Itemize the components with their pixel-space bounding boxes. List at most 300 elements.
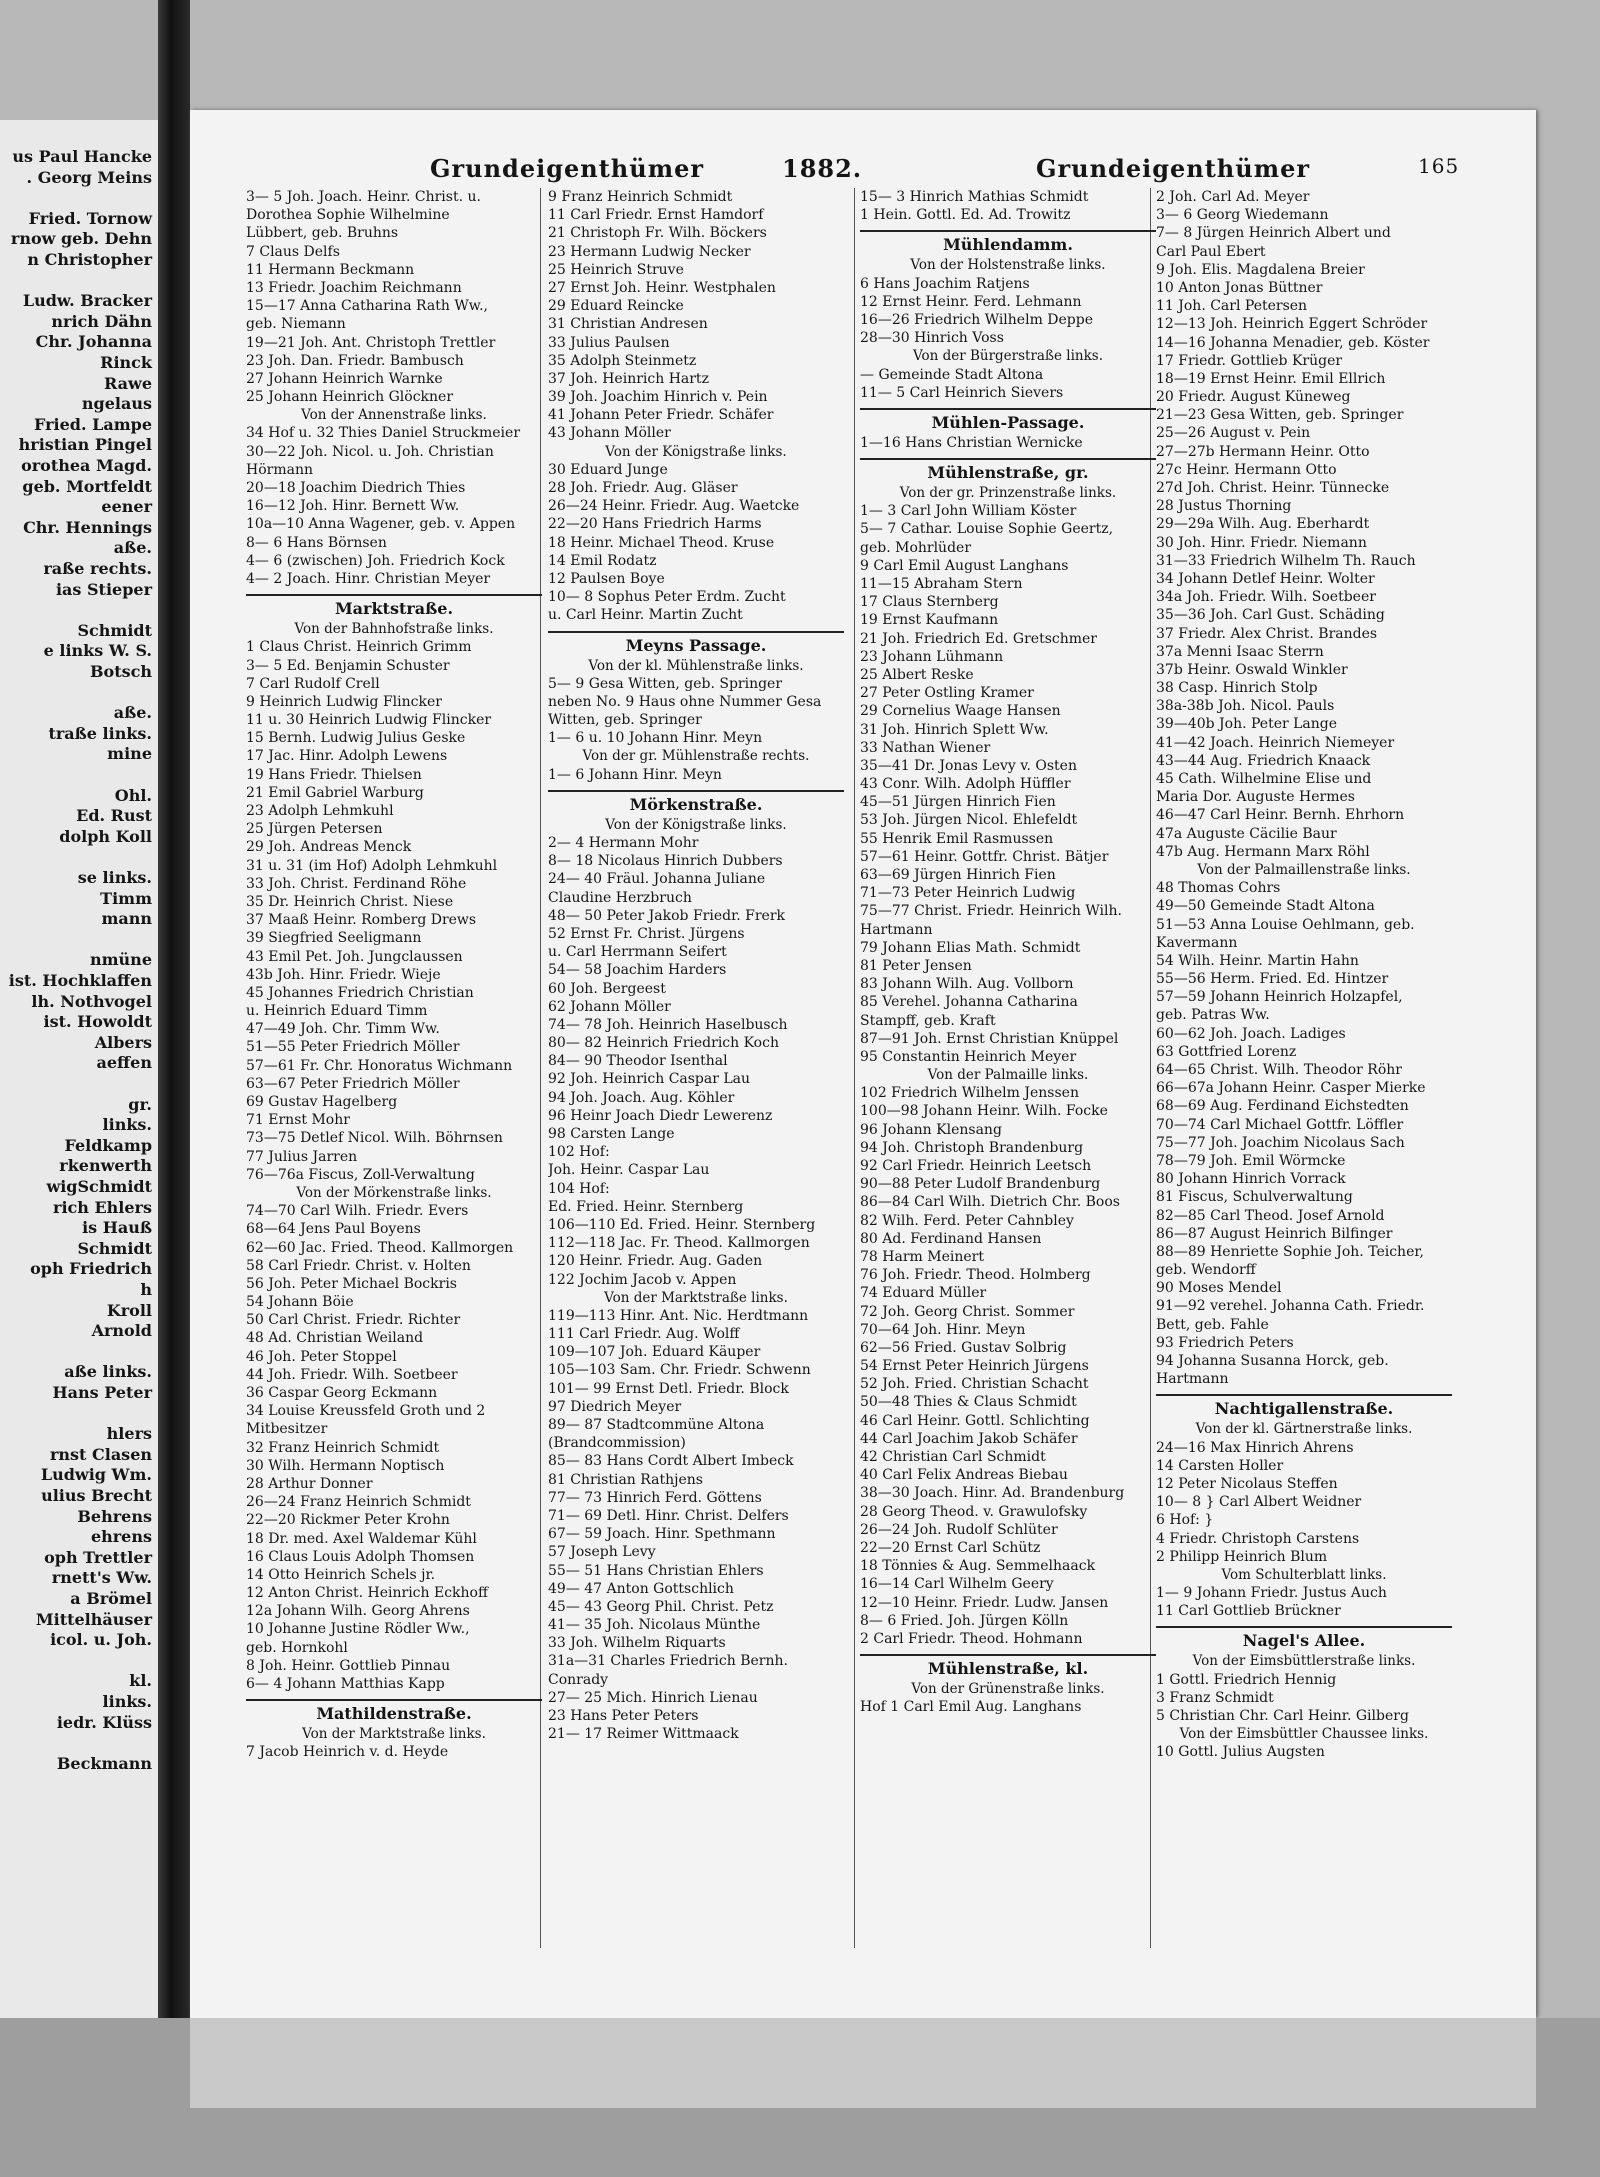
entry-line: 78—79 Joh. Emil Wörmcke <box>1156 1152 1346 1169</box>
entry-line: 38—30 Joach. Hinr. Ad. Brandenburg <box>860 1485 1125 1502</box>
entry-line: 16—14 Carl Wilhelm Geery <box>860 1576 1054 1593</box>
entry-line: 20 Friedr. August Küneweg <box>1156 389 1351 406</box>
header-year: 1882. <box>782 154 863 183</box>
left-page-fragment: Ohl. <box>114 785 152 805</box>
entry-line: 9 Carl Emil August Langhans <box>860 557 1069 574</box>
left-page-fragment: raße rechts. <box>43 559 152 578</box>
entry-line: 28 Georg Theod. v. Grawulofsky <box>860 1503 1088 1520</box>
street-heading: Mühlendamm. <box>943 235 1073 255</box>
left-page-fragment: Behrens <box>77 1506 152 1526</box>
left-page-fragment: ehrens <box>90 1527 152 1547</box>
entry-line: 18 Dr. med. Axel Waldemar Kühl <box>246 1530 477 1547</box>
left-page-fragment: oph Friedrich <box>30 1259 152 1279</box>
entry-line: 106—110 Ed. Fried. Heinr. Sternberg <box>548 1216 816 1233</box>
column-divider <box>854 188 855 1948</box>
entry-line: 12—13 Joh. Heinrich Eggert Schröder <box>1156 316 1428 333</box>
entry-line: 78 Harm Meinert <box>860 1248 984 1265</box>
entry-line: 45 Johannes Friedrich Christian <box>246 984 474 1001</box>
direction-note: Von der Bürgerstraße links. <box>912 348 1104 365</box>
entry-line: 37 Maaß Heinr. Romberg Drews <box>246 912 477 929</box>
left-page-fragment: mann <box>101 909 152 929</box>
entry-line: 111 Carl Friedr. Aug. Wolff <box>548 1326 740 1343</box>
entry-line: 86—84 Carl Wilh. Dietrich Chr. Boos <box>860 1194 1120 1211</box>
entry-line: 54 Wilh. Heinr. Martin Hahn <box>1156 952 1359 969</box>
direction-note: Von der Eimsbüttler Chaussee links. <box>1179 1726 1429 1743</box>
entry-line: 11 u. 30 Heinrich Ludwig Flincker <box>246 712 492 729</box>
entry-line: 46—47 Carl Heinr. Bernh. Ehrhorn <box>1156 807 1405 824</box>
entry-line: 10 Johanne Justine Rödler Ww., <box>246 1621 470 1638</box>
entry-line: 18 Heinr. Michael Theod. Kruse <box>548 534 775 551</box>
entry-line: 104 Hof: <box>548 1180 610 1197</box>
entry-line: 70—74 Carl Michael Gottfr. Löffler <box>1156 1116 1404 1133</box>
entry-line: 30 Wilh. Hermann Noptisch <box>246 1457 445 1474</box>
entry-line: 14 Otto Heinrich Schels jr. <box>246 1566 436 1583</box>
entry-line: 34a Joh. Friedr. Wilh. Soetbeer <box>1156 589 1376 606</box>
entry-line: 44 Joh. Friedr. Wilh. Soetbeer <box>246 1366 458 1383</box>
entry-line: 12 Ernst Heinr. Ferd. Lehmann <box>860 293 1082 310</box>
entry-line: Maria Dor. Auguste Hermes <box>1156 789 1355 806</box>
entry-line: 14 Carsten Holler <box>1156 1457 1284 1474</box>
left-page-fragment: lh. Nothvogel <box>31 991 152 1011</box>
entry-line: 68—69 Aug. Ferdinand Eichstedten <box>1156 1098 1409 1115</box>
left-page-fragment: Albers <box>94 1032 152 1052</box>
entry-line: 1 Gottl. Friedrich Hennig <box>1156 1671 1337 1688</box>
entry-line: Joh. Heinr. Caspar Lau <box>548 1162 710 1179</box>
left-page-fragment: ngelaus <box>81 394 152 414</box>
entry-line: 85— 83 Hans Cordt Albert Imbeck <box>548 1453 794 1470</box>
page-number: 165 <box>1418 154 1460 178</box>
entry-line: 85 Verehel. Johanna Catharina <box>860 994 1078 1011</box>
entry-line: 66—67a Johann Heinr. Casper Mierke <box>1156 1080 1426 1097</box>
section-rule <box>246 1693 542 1701</box>
direction-note: Von der Marktstraße links. <box>302 1726 486 1743</box>
left-page-fragment: aße. <box>113 703 152 723</box>
left-page-fragment: rnst Clasen <box>49 1444 152 1464</box>
entry-line: 81 Peter Jensen <box>860 957 972 974</box>
left-page-fragment: Chr. Johanna <box>35 332 152 352</box>
entry-line: 41— 35 Joh. Nicolaus Münthe <box>548 1617 761 1634</box>
entry-line: 49—50 Gemeinde Stadt Altona <box>1156 898 1375 915</box>
entry-line: 3— 5 Ed. Benjamin Schuster <box>246 657 450 674</box>
entry-line: 84— 90 Theodor Isenthal <box>548 1053 728 1070</box>
entry-line: 25 Albert Reske <box>860 666 974 683</box>
section-rule <box>860 452 1156 460</box>
section-rule <box>860 1648 1156 1656</box>
entry-line: 23 Johann Lühmann <box>860 648 1004 665</box>
entry-line: 28 Arthur Donner <box>246 1475 373 1492</box>
entry-line: 13 Friedr. Joachim Reichmann <box>246 279 462 296</box>
left-page-fragment: Ludwig Wm. <box>40 1465 152 1485</box>
entry-line: 2 Joh. Carl Ad. Meyer <box>1156 189 1310 205</box>
entry-line: 95 Constantin Heinrich Meyer <box>860 1048 1077 1065</box>
entry-line: 1— 6 u. 10 Johann Hinr. Meyn <box>548 730 763 747</box>
entry-line: 20—18 Joachim Diedrich Thies <box>246 480 466 496</box>
entry-line: 38 Casp. Hinrich Stolp <box>1156 680 1318 697</box>
direction-note: Von der Königstraße links. <box>605 443 787 460</box>
entry-line: 19 Ernst Kaufmann <box>860 612 999 629</box>
entry-line: 43 Johann Möller <box>548 425 671 442</box>
entry-line: 25 Heinrich Struve <box>548 261 684 278</box>
entry-line: 87—91 Joh. Ernst Christian Knüppel <box>860 1030 1119 1047</box>
entry-line: 74— 78 Joh. Heinrich Haselbusch <box>548 1016 788 1033</box>
entry-line: 23 Adolph Lehmkuhl <box>246 803 394 819</box>
left-page-fragment: . Georg Meins <box>26 167 152 187</box>
entry-line: 17 Claus Sternberg <box>860 594 999 611</box>
left-page-fragment: Hans Peter <box>52 1383 152 1402</box>
entry-line: 52 Ernst Fr. Christ. Jürgens <box>548 925 745 942</box>
entry-line: 82—85 Carl Theod. Josef Arnold <box>1156 1207 1385 1224</box>
entry-line: 48 Thomas Cohrs <box>1156 880 1281 897</box>
entry-line: 47a Auguste Cäcilie Baur <box>1156 825 1337 842</box>
entry-line: 41 Johann Peter Friedr. Schäfer <box>548 407 774 424</box>
left-page-fragment: is Hauß <box>82 1218 152 1238</box>
left-page-fragment: rnow geb. Dehn <box>10 229 152 249</box>
entry-line: 55—56 Herm. Fried. Ed. Hintzer <box>1156 971 1389 988</box>
entry-line: 4— 6 (zwischen) Joh. Friedrich Kock <box>246 552 505 569</box>
entry-line: 12a Johann Wilh. Georg Ahrens <box>246 1603 470 1620</box>
entry-line: 96 Johann Klensang <box>860 1121 1002 1138</box>
entry-line: 4— 2 Joach. Hinr. Christian Meyer <box>246 570 491 587</box>
entry-line: geb. Wendorff <box>1156 1262 1256 1279</box>
entry-line: Conrady <box>548 1671 609 1688</box>
street-heading: Mühlen-Passage. <box>931 412 1085 432</box>
entry-line: 62—56 Fried. Gustav Solbrig <box>860 1339 1067 1356</box>
entry-line: 50—48 Thies & Claus Schmidt <box>860 1394 1077 1411</box>
entry-line: 54 Ernst Peter Heinrich Jürgens <box>860 1358 1089 1375</box>
left-page-fragment: Fried. Lampe <box>33 414 152 434</box>
entry-line: 45 Cath. Wilhelmine Elise und <box>1156 771 1372 787</box>
entry-line: 26—24 Joh. Rudolf Schlüter <box>860 1521 1058 1538</box>
entry-line: 50 Carl Christ. Friedr. Richter <box>246 1312 461 1329</box>
entry-line: 15—17 Anna Catharina Rath Ww., <box>246 298 488 315</box>
entry-line: 37 Friedr. Alex Christ. Brandes <box>1156 625 1378 642</box>
left-page-fragment: ias Stieper <box>55 579 152 599</box>
left-page-fragment: rich Ehlers <box>53 1197 152 1217</box>
entry-line: 94 Johanna Susanna Horck, geb. <box>1156 1353 1389 1369</box>
entry-line: 76 Joh. Friedr. Theod. Holmberg <box>860 1267 1091 1284</box>
entry-line: 71—73 Peter Heinrich Ludwig <box>860 885 1076 902</box>
entry-line: 25 Jürgen Petersen <box>246 821 383 838</box>
entry-line: 14 Emil Rodatz <box>548 552 657 569</box>
entry-line: 16 Claus Louis Adolph Thomsen <box>246 1548 475 1565</box>
entry-line: 102 Hof: <box>548 1144 610 1161</box>
entry-line: 30 Eduard Junge <box>548 461 668 478</box>
entry-line: 11 Carl Gottlieb Brückner <box>1156 1603 1341 1620</box>
entry-line: 70—64 Joh. Hinr. Meyn <box>860 1321 1026 1338</box>
entry-line: 41—42 Joach. Heinrich Niemeyer <box>1156 734 1395 751</box>
entry-line: 39—40b Joh. Peter Lange <box>1156 716 1338 733</box>
entry-line: 10 Gottl. Julius Augsten <box>1156 1744 1325 1761</box>
entry-line: neben No. 9 Haus ohne Nummer Gesa <box>548 693 822 710</box>
left-page-fragment: geb. Mortfeldt <box>22 476 152 496</box>
entry-line: 5— 9 Gesa Witten, geb. Springer <box>548 675 783 692</box>
entry-line: 22—20 Ernst Carl Schütz <box>860 1539 1041 1556</box>
entry-line: 7 Jacob Heinrich v. d. Heyde <box>246 1744 449 1761</box>
entry-line: 45— 43 Georg Phil. Christ. Petz <box>548 1598 774 1615</box>
left-page-fragment: Chr. Hennings <box>23 517 152 537</box>
entry-line: u. Heinrich Eduard Timm <box>246 1003 428 1020</box>
entry-line: Ed. Fried. Heinr. Sternberg <box>548 1198 744 1215</box>
entry-line: 26—24 Heinr. Friedr. Aug. Waetcke <box>548 498 800 515</box>
left-page-fragment: wigSchmidt <box>46 1177 152 1196</box>
entry-line: 94 Joh. Joach. Aug. Köhler <box>548 1089 735 1106</box>
entry-line: 63—67 Peter Friedrich Möller <box>246 1075 460 1092</box>
entry-line: u. Carl Heinr. Martin Zucht <box>548 607 743 624</box>
entry-line: Hartmann <box>860 921 933 938</box>
entry-line: 92 Joh. Heinrich Caspar Lau <box>548 1071 751 1088</box>
entry-line: 43 Emil Pet. Joh. Jungclaussen <box>246 948 463 965</box>
entry-line: 56 Joh. Peter Michael Bockris <box>246 1275 457 1292</box>
entry-line: 91—92 verehel. Johanna Cath. Friedr. <box>1156 1298 1425 1315</box>
entry-line: 3 Franz Schmidt <box>1156 1689 1274 1706</box>
entry-line: 89— 87 Stadtcommüne Altona <box>548 1417 765 1433</box>
entry-line: 33 Julius Paulsen <box>548 334 670 351</box>
entry-line: 8— 6 Hans Börnsen <box>246 534 387 551</box>
entry-line: 1 Hein. Gottl. Ed. Ad. Trowitz <box>860 207 1071 224</box>
entry-line: 48 Ad. Christian Weiland <box>246 1330 424 1347</box>
entry-line: 35 Adolph Steinmetz <box>548 352 697 369</box>
entry-line: 22—20 Hans Friedrich Harms <box>548 516 762 533</box>
entry-line: 33 Joh. Christ. Ferdinand Röhe <box>246 875 467 892</box>
entry-line: geb. Niemann <box>246 316 346 333</box>
entry-line: 49— 47 Anton Gottschlich <box>548 1580 734 1597</box>
entry-line: 6— 4 Johann Matthias Kapp <box>246 1676 445 1692</box>
entry-line: 101— 99 Ernst Detl. Friedr. Block <box>548 1380 789 1397</box>
entry-line: 82 Wilh. Ferd. Peter Cahnbley <box>860 1212 1074 1229</box>
entry-line: 30—22 Joh. Nicol. u. Joh. Christian <box>246 443 494 460</box>
entry-line: 74 Eduard Müller <box>860 1285 987 1302</box>
entry-line: 21 Joh. Friedrich Ed. Gretschmer <box>860 630 1097 647</box>
entry-line: 37 Joh. Heinrich Hartz <box>548 370 709 387</box>
entry-line: 98 Carsten Lange <box>548 1126 675 1142</box>
entry-line: 23 Hermann Ludwig Necker <box>548 243 751 260</box>
entry-line: 67— 59 Joach. Hinr. Spethmann <box>548 1526 776 1543</box>
entry-line: 53 Joh. Jürgen Nicol. Ehlefeldt <box>860 812 1078 829</box>
entry-line: 7 Claus Delfs <box>246 243 340 260</box>
entry-line: 71— 69 Detl. Hinr. Christ. Delfers <box>548 1507 789 1524</box>
left-page-fragment: oph Trettler <box>44 1547 152 1567</box>
entry-line: 90 Moses Mendel <box>1156 1280 1282 1297</box>
entry-line: 1— 9 Johann Friedr. Justus Auch <box>1156 1585 1387 1602</box>
entry-line: 11—15 Abraham Stern <box>860 576 1023 592</box>
column-3 <box>860 188 1156 1716</box>
street-heading: Marktstraße. <box>334 599 454 619</box>
entry-line: 74—70 Carl Wilh. Friedr. Evers <box>246 1203 469 1220</box>
left-page-fragment: h <box>140 1280 152 1299</box>
entry-line: 38a-38b Joh. Nicol. Pauls <box>1156 698 1335 715</box>
entry-line: 10— 8 Sophus Peter Erdm. Zucht <box>548 589 786 606</box>
entry-line: 75—77 Christ. Friedr. Heinrich Wilh. <box>860 903 1122 920</box>
entry-line: 102 Friedrich Wilhelm Jenssen <box>860 1085 1079 1102</box>
entry-line: 34 Hof u. 32 Thies Daniel Struckmeier <box>246 425 521 442</box>
entry-line: Claudine Herzbruch <box>548 889 692 906</box>
entry-line: 29 Cornelius Waage Hansen <box>860 703 1061 720</box>
entry-line: 90—88 Peter Ludolf Brandenburg <box>860 1176 1101 1193</box>
entry-line: 23 Joh. Dan. Friedr. Bambusch <box>246 352 464 369</box>
entry-line: 57—61 Heinr. Gottfr. Christ. Bätjer <box>860 848 1109 865</box>
entry-line: 1—16 Hans Christian Wernicke <box>860 434 1083 451</box>
entry-line: 27 Peter Ostling Kramer <box>860 685 1034 702</box>
entry-line: 7 Carl Rudolf Crell <box>246 675 380 692</box>
entry-line: 27d Joh. Christ. Heinr. Tünnecke <box>1156 480 1390 496</box>
entry-line: 57 Joseph Levy <box>548 1544 656 1561</box>
direction-note: Von der gr. Mühlenstraße rechts. <box>582 748 810 765</box>
entry-line: 28 Justus Thorning <box>1156 498 1292 515</box>
left-page-fragment: ulius Brecht <box>41 1486 152 1505</box>
direction-note: Von der Marktstraße links. <box>604 1289 788 1306</box>
direction-note: Von der Annenstraße links. <box>301 407 487 424</box>
left-page-fragment: ist. Hochklaffen <box>8 971 152 990</box>
entry-line: geb. Patras Ww. <box>1156 1007 1270 1024</box>
entry-line: 14—16 Johanna Menadier, geb. Köster <box>1156 334 1430 351</box>
direction-note: Von der Holstenstraße links. <box>910 257 1106 274</box>
entry-line: 25 Johann Heinrich Glöckner <box>246 389 454 406</box>
entry-line: 11— 5 Carl Heinrich Sievers <box>860 384 1064 401</box>
entry-line: 35—36 Joh. Carl Gust. Schäding <box>1156 607 1385 624</box>
left-page-fragment: aße links. <box>64 1362 152 1382</box>
left-page-fragment: rnett's Ww. <box>51 1568 152 1588</box>
entry-line: Lübbert, geb. Bruhns <box>246 225 399 242</box>
entry-line: 43—44 Aug. Friedrich Knaack <box>1156 752 1371 769</box>
entry-line: 21 Christoph Fr. Wilh. Böckers <box>548 225 767 242</box>
entry-line: 15 Bernh. Ludwig Julius Geske <box>246 730 466 747</box>
left-page-fragment: ist. Howoldt <box>43 1012 152 1032</box>
left-page-fragment: icol. u. Joh. <box>50 1630 152 1650</box>
entry-line: Carl Paul Ebert <box>1156 243 1266 260</box>
entry-line: 81 Christian Rathjens <box>548 1471 703 1488</box>
entry-line: Witten, geb. Springer <box>548 712 702 729</box>
entry-line: 32 Franz Heinrich Schmidt <box>246 1439 440 1456</box>
left-page-fragment: Ludw. Bracker <box>22 291 152 311</box>
direction-note: Von der Mörkenstraße links. <box>296 1184 492 1201</box>
left-page-fragment: kl. <box>129 1671 152 1691</box>
entry-line: 29—29a Wilh. Aug. Eberhardt <box>1156 516 1370 533</box>
entry-line: 47b Aug. Hermann Marx Röhl <box>1156 843 1370 860</box>
left-page-fragment: Beckmann <box>56 1753 152 1773</box>
entry-line: 11 Joh. Carl Petersen <box>1156 298 1308 315</box>
entry-line: 35 Dr. Heinrich Christ. Niese <box>246 893 454 910</box>
entry-line: 4 Friedr. Christoph Carstens <box>1156 1530 1360 1547</box>
entry-line: 51—55 Peter Friedrich Möller <box>246 1039 460 1056</box>
entry-line: 16—26 Friedrich Wilhelm Deppe <box>860 311 1094 328</box>
entry-line: 100—98 Johann Heinr. Wilh. Focke <box>860 1103 1108 1120</box>
entry-line: 83 Johann Wilh. Aug. Vollborn <box>860 976 1074 993</box>
entry-line: 52 Joh. Fried. Christian Schacht <box>860 1376 1089 1393</box>
entry-line: 80— 82 Heinrich Friedrich Koch <box>548 1035 779 1052</box>
entry-line: 94 Joh. Christoph Brandenburg <box>860 1139 1084 1156</box>
section-rule <box>548 784 844 792</box>
entry-line: 48— 50 Peter Jakob Friedr. Frerk <box>548 907 785 924</box>
entry-line: 33 Joh. Wilhelm Riquarts <box>548 1635 726 1652</box>
entry-line: 37a Menni Isaac Sterrn <box>1156 643 1324 660</box>
left-page-fragment: us Paul Hancke <box>12 147 152 166</box>
entry-line: 109—107 Joh. Eduard Käuper <box>548 1344 761 1361</box>
section-rule <box>860 224 1156 232</box>
entry-line: 1— 6 Johann Hinr. Meyn <box>548 766 722 783</box>
street-heading: Meyns Passage. <box>625 635 767 655</box>
direction-note: Von der Eimsbüttlerstraße links. <box>1192 1653 1416 1670</box>
entry-line: 18 Tönnies & Aug. Semmelhaack <box>860 1558 1096 1575</box>
entry-line: 27c Heinr. Hermann Otto <box>1156 461 1337 478</box>
section-rule <box>246 588 542 596</box>
entry-line: 55 Henrik Emil Rasmussen <box>860 830 1054 847</box>
entry-line: 45—51 Jürgen Hinrich Fien <box>860 794 1056 811</box>
entry-line: 16—12 Joh. Hinr. Bernett Ww. <box>246 498 460 515</box>
entry-line: 2— 4 Hermann Mohr <box>548 835 699 851</box>
left-page-fragment: Schmidt <box>77 1238 152 1258</box>
entry-line: 17 Jac. Hinr. Adolph Lewens <box>246 748 448 765</box>
entry-line: 69 Gustav Hagelberg <box>246 1094 398 1110</box>
direction-note: Von der Bahnhofstraße links. <box>294 621 494 638</box>
entry-line: 10a—10 Anna Wagener, geb. v. Appen <box>246 516 516 533</box>
column-1 <box>246 188 542 1762</box>
entry-line: 9 Joh. Elis. Magdalena Breier <box>1156 261 1365 278</box>
entry-line: 27 Johann Heinrich Warnke <box>246 370 443 387</box>
entry-line: 57—59 Johann Heinrich Holzapfel, <box>1156 989 1403 1006</box>
entry-line: 24—16 Max Hinrich Ahrens <box>1156 1439 1354 1456</box>
entry-line: 31 Christian Andresen <box>548 316 708 333</box>
section-rule <box>548 625 844 633</box>
left-page-fragment: Arnold <box>91 1321 152 1341</box>
left-page-fragment: Rawe <box>104 373 152 393</box>
entry-line: Kavermann <box>1156 934 1238 951</box>
entry-line: 29 Eduard Reincke <box>548 298 684 315</box>
entry-line: 63—69 Jürgen Hinrich Fien <box>860 867 1056 883</box>
entry-line: 62—60 Jac. Fried. Theod. Kallmorgen <box>246 1239 514 1256</box>
left-page-fragment: hlers <box>106 1424 152 1444</box>
entry-line: 47—49 Joh. Chr. Timm Ww. <box>246 1021 440 1038</box>
left-page-fragment: nmüne <box>89 950 152 970</box>
entry-line: 77 Julius Jarren <box>246 1148 358 1165</box>
left-page-fragment: traße links. <box>48 723 152 743</box>
direction-note: Von der Grünenstraße links. <box>911 1681 1105 1698</box>
entry-line: 76—76a Fiscus, Zoll-Verwaltung <box>246 1166 475 1183</box>
entry-line: 58 Carl Friedr. Christ. v. Holten <box>246 1257 471 1274</box>
left-page-fragment: aße. <box>113 538 152 558</box>
entry-line: 57—61 Fr. Chr. Honoratus Wichmann <box>246 1057 513 1074</box>
left-page-fragment: links. <box>102 1692 152 1711</box>
entry-line: 19 Hans Friedr. Thielsen <box>246 766 422 783</box>
section-rule <box>860 402 1156 410</box>
entry-line: 42 Christian Carl Schmidt <box>860 1449 1046 1465</box>
entry-line: 28—30 Hinrich Voss <box>860 330 1004 347</box>
entry-line: 26—24 Franz Heinrich Schmidt <box>246 1494 471 1511</box>
left-page-fragment: Fried. Tornow <box>28 208 152 228</box>
entry-line: 71 Ernst Mohr <box>246 1112 350 1129</box>
entry-line: 31a—31 Charles Friedrich Bernh. <box>548 1653 788 1670</box>
entry-line: 8— 6 Fried. Joh. Jürgen Kölln <box>860 1612 1069 1629</box>
entry-line: 55— 51 Hans Christian Ehlers <box>548 1562 764 1579</box>
entry-line: 9 Franz Heinrich Schmidt <box>548 189 733 205</box>
left-page-fragment: hristian Pingel <box>18 435 152 455</box>
left-page-fragment: mine <box>107 744 152 764</box>
direction-note: Von der Palmaillenstraße links. <box>1197 861 1411 878</box>
entry-line: 1— 3 Carl John William Köster <box>860 503 1077 520</box>
entry-line: 27— 25 Mich. Hinrich Lienau <box>548 1689 758 1706</box>
entry-line: 33 Nathan Wiener <box>860 739 991 756</box>
entry-line: 1 Claus Christ. Heinrich Grimm <box>246 639 472 656</box>
entry-line: 10— 8 } Carl Albert Weidner <box>1156 1494 1362 1511</box>
header-right-title: Grundeigenthümer <box>1036 154 1310 183</box>
street-heading: Nachtigallenstraße. <box>1214 1399 1394 1419</box>
left-page-fragment: orothea Magd. <box>21 456 152 475</box>
entry-line: 21— 17 Reimer Wittmaack <box>548 1726 739 1743</box>
entry-line: 5 Christian Chr. Carl Heinr. Gilberg <box>1156 1708 1409 1724</box>
entry-line: 6 Hans Joachim Ratjens <box>860 275 1030 292</box>
entry-line: 23 Hans Peter Peters <box>548 1708 699 1724</box>
street-heading: Mathildenstraße. <box>316 1704 472 1724</box>
entry-line: 60 Joh. Bergeest <box>548 980 666 997</box>
